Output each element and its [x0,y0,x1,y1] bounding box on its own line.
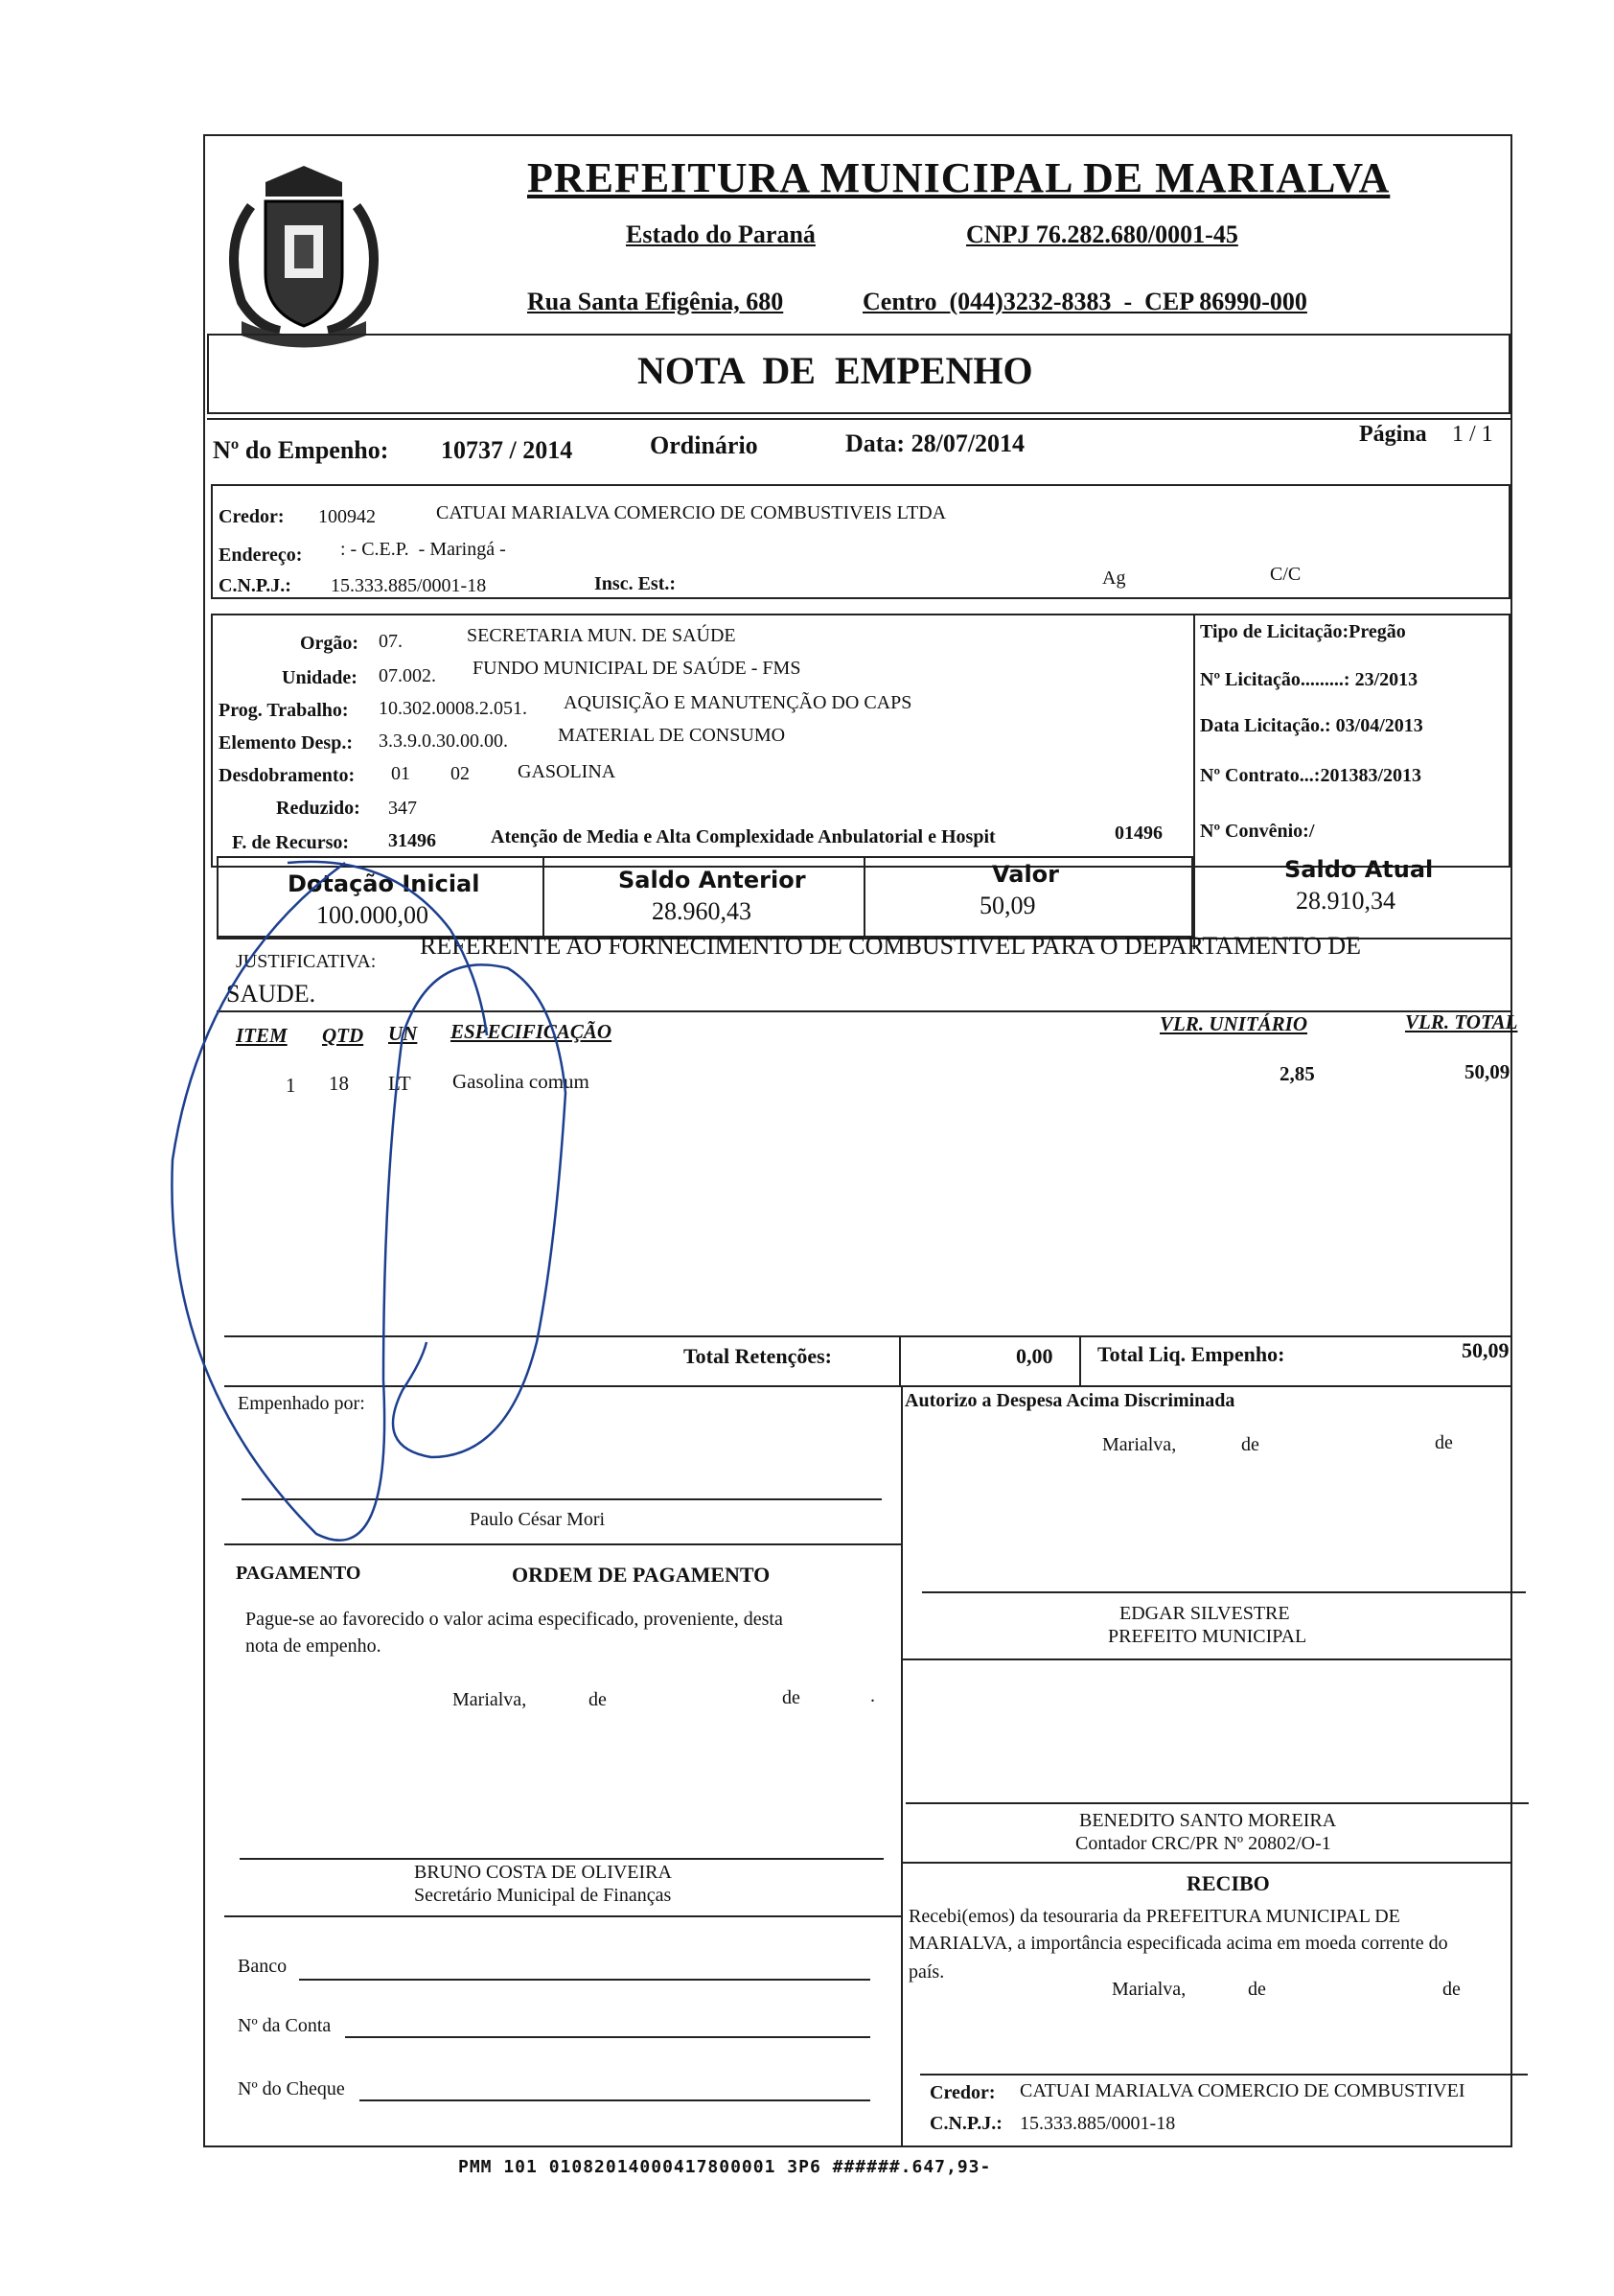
banco-line[interactable] [299,1979,870,1981]
handwritten-signature-icon [144,844,623,1563]
saldo-anterior-value: 28.960,43 [652,897,751,925]
cheque-line[interactable] [359,2099,870,2101]
retencoes-label: Total Retenções: [683,1344,832,1368]
credor-code: 100942 [318,506,376,527]
row-qtd: 18 [329,1072,349,1095]
recibo-de2: de [1442,1979,1461,2000]
orgao-label: Orgão: [300,633,359,654]
budget-divider [1193,614,1195,949]
elem-name: MATERIAL DE CONSUMO [558,725,786,746]
ordem-pagamento-label: ORDEM DE PAGAMENTO [512,1563,771,1587]
orgao-name: SECRETARIA MUN. DE SAÚDE [467,625,736,646]
recibo-de1: de [1248,1979,1266,2000]
empenhado-label: Empenhado por: [238,1393,365,1414]
district-phone-cep: Centro (044)3232-8383 - CEP 86990-000 [863,288,1307,315]
valor-label: Valor [992,861,1060,888]
prefeito-name: EDGAR SILVESTRE [1119,1603,1290,1624]
address-value: : - C.E.P. - Maringá - [340,539,506,560]
state-name: Estado do Paraná [626,220,816,248]
contador-box-bottom [901,1862,1510,1864]
recibo-cnpj-label: C.N.P.J.: [930,2113,1003,2134]
row-total-value: 50,09 [1464,1060,1510,1083]
coat-of-arms-icon [213,158,395,355]
cheque-label: Nº do Cheque [238,2078,345,2099]
col-un: UN [388,1022,418,1045]
cnpj-value: 15.333.885/0001-18 [331,575,487,596]
recibo-title: RECIBO [1187,1871,1270,1895]
street-address: Rua Santa Efigênia, 680 [527,288,784,315]
autorizo-de1: de [1241,1434,1259,1455]
row-spec: Gasolina comum [452,1070,589,1093]
orgao-code: 07. [379,631,403,652]
valor-value: 50,09 [980,892,1036,919]
prefeito-title: PREFEITO MUNICIPAL [1108,1626,1307,1647]
col-total-value: VLR. TOTAL [1405,1010,1518,1033]
liq-label: Total Liq. Empenho: [1097,1342,1285,1366]
banco-label: Banco [238,1956,288,1977]
conta-line[interactable] [345,2036,870,2038]
col-spec: ESPECIFICAÇÃO [450,1020,612,1043]
title-divider [207,418,1510,420]
prog-code: 10.302.0008.2.051. [379,698,527,719]
liq-value: 50,09 [1462,1338,1510,1362]
municipality-title: PREFEITURA MUNICIPAL DE MARIALVA [527,154,1391,201]
page-value: 1 / 1 [1452,422,1493,447]
col-qtd: QTD [322,1024,364,1047]
desd-a: 01 [391,763,410,784]
recibo-text2: MARIALVA, a importância especificada acima em moeda corrente do [909,1933,1448,1954]
conta-label: Nº da Conta [238,2015,332,2036]
licitacao-convenio: Nº Convênio:/ [1200,821,1315,842]
mid-divider [901,1385,903,2147]
credor-name: CATUAI MARIALVA COMERCIO DE COMBUSTIVEIS LTDA [436,502,947,523]
dotacao-value: 100.000,00 [316,901,428,929]
row-unit-value: 2,85 [1280,1062,1315,1085]
autorizo-city: Marialva, [1102,1434,1177,1455]
row-item: 1 [286,1074,296,1097]
recibo-cnpj: 15.333.885/0001-18 [1020,2113,1176,2134]
pagamento-city: Marialva, [452,1689,527,1710]
empenho-number-label: Nº do Empenho: [213,436,389,464]
recibo-text3: país. [909,1961,945,1983]
address-label: Endereço: [219,545,303,566]
recibo-signature-line [920,2074,1528,2076]
page-label: Página [1359,422,1427,447]
contador-name: BENEDITO SANTO MOREIRA [1079,1810,1337,1831]
prog-label: Prog. Trabalho: [219,700,349,721]
desd-label: Desdobramento: [219,765,356,786]
cc-label: C/C [1270,564,1302,585]
totals-div1 [899,1335,901,1385]
autorizo-de2: de [1435,1432,1453,1453]
doc-title: NOTA DE EMPENHO [637,349,1033,392]
prefeito-box-bottom [901,1658,1510,1660]
pagamento-label: PAGAMENTO [236,1563,361,1584]
secretario-box-bottom [224,1915,901,1917]
insc-est-label: Insc. Est.: [594,573,677,594]
footer-code: PMM 101 01082014000417800001 3P6 ######.647,93- [458,2157,992,2177]
saldos-div2 [864,856,865,938]
empenhado-name: Paulo César Mori [470,1509,606,1530]
licitacao-tipo: Tipo de Licitação:Pregão [1200,621,1406,642]
justificativa-text2: SAUDE. [226,980,316,1008]
reduzido-value: 347 [388,798,417,819]
licitacao-data: Data Licitação.: 03/04/2013 [1200,715,1423,736]
empenho-date: Data: 28/07/2014 [845,429,1026,457]
col-item: ITEM [236,1024,288,1047]
secretario-signature-line [240,1858,884,1860]
retencoes-value: 0,00 [1016,1344,1053,1368]
empenho-type: Ordinário [650,431,758,459]
licitacao-numero: Nº Licitação.........: 23/2013 [1200,669,1418,690]
saldo-anterior-label: Saldo Anterior [618,867,806,893]
justificativa-text1: REFERENTE AO FORNECIMENTO DE COMBUSTIVEL PARA O DEPARTAMENTO DE [420,932,1362,960]
contador-title: Contador CRC/PR Nº 20802/O-1 [1075,1833,1331,1854]
pagamento-text2: nota de empenho. [245,1635,381,1657]
empenho-number: 10737 / 2014 [441,436,573,464]
ag-label: Ag [1102,568,1126,589]
recibo-credor-label: Credor: [930,2082,996,2103]
prog-name: AQUISIÇÃO E MANUTENÇÃO DO CAPS [564,692,912,713]
recibo-text1: Recebi(emos) da tesouraria da PREFEITURA MUNICIPAL DE [909,1906,1400,1927]
unidade-label: Unidade: [282,667,357,688]
dotacao-label: Dotação Inicial [288,870,480,897]
secretario-title: Secretário Municipal de Finanças [414,1885,672,1906]
recurso-name: Atenção de Media e Alta Complexidade Anbulatorial e Hospit [491,826,996,847]
justificativa-label: JUSTIFICATIVA: [236,951,377,972]
saldo-atual-label: Saldo Atual [1284,856,1434,883]
credor-label: Credor: [219,506,285,527]
cnpj-header: CNPJ 76.282.680/0001-45 [966,220,1238,248]
cnpj-label: C.N.P.J.: [219,575,291,596]
recurso-label: F. de Recurso: [232,832,350,853]
unidade-code: 07.002. [379,665,436,686]
secretario-name: BRUNO COSTA DE OLIVEIRA [414,1862,672,1883]
recibo-city: Marialva, [1112,1979,1187,2000]
licitacao-contrato: Nº Contrato...:201383/2013 [1200,765,1422,786]
reduzido-label: Reduzido: [276,798,360,819]
pagamento-text1: Pague-se ao favorecido o valor acima especificado, proveniente, desta [245,1609,783,1630]
prefeito-signature-line [922,1591,1526,1593]
saldo-atual-value: 28.910,34 [1296,887,1395,915]
pagamento-de2: de [782,1687,800,1708]
row-un: LT [388,1072,411,1095]
recurso-code2: 01496 [1115,823,1163,844]
contador-signature-line [906,1802,1529,1804]
elem-label: Elemento Desp.: [219,732,353,754]
recibo-credor-name: CATUAI MARIALVA COMERCIO DE COMBUSTIVEI [1020,2080,1465,2101]
totals-div2 [1079,1335,1081,1385]
desd-b: 02 [450,763,470,784]
col-unit-value: VLR. UNITÁRIO [1160,1012,1308,1035]
unidade-name: FUNDO MUNICIPAL DE SAÚDE - FMS [473,658,801,679]
pagamento-de1: de [588,1689,607,1710]
desd-name: GASOLINA [518,761,616,782]
pagamento-dot: . [870,1685,875,1706]
autorizo-label: Autorizo a Despesa Acima Discriminada [905,1390,1235,1411]
recurso-code: 31496 [388,830,436,851]
elem-code: 3.3.9.0.30.00.00. [379,731,508,752]
